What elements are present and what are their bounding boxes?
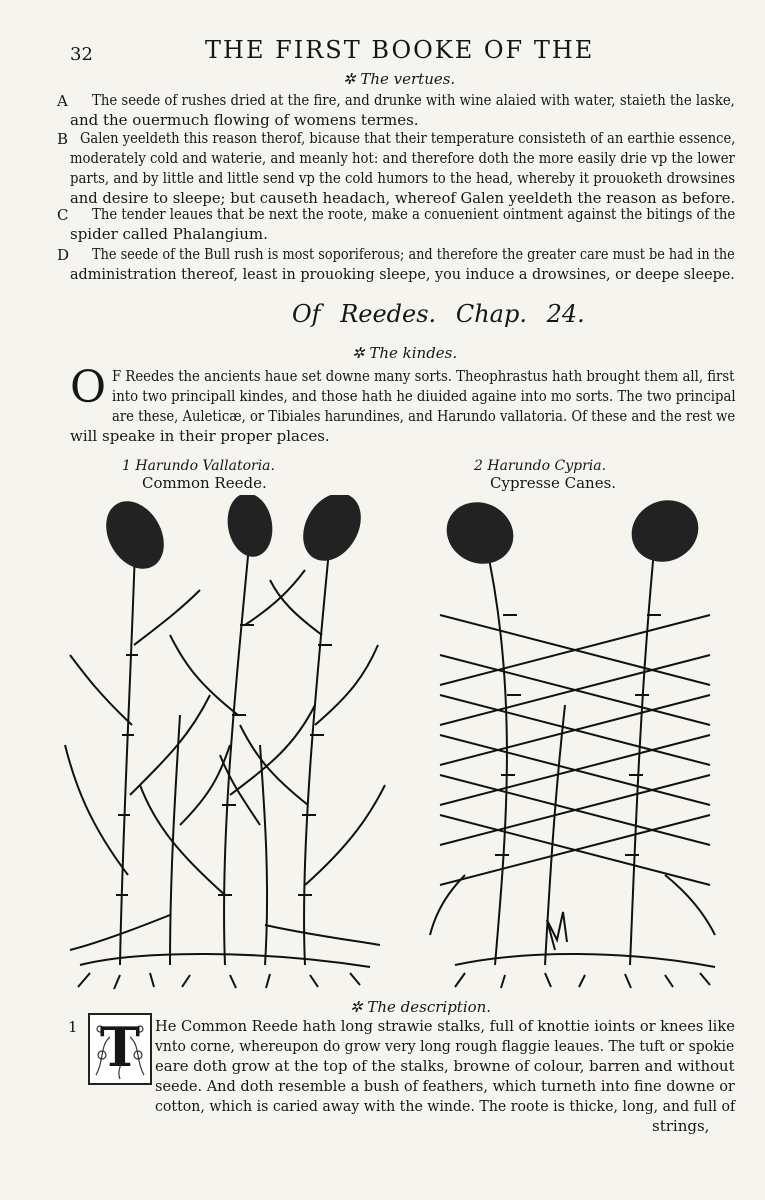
figure-1-english: Common Reede. bbox=[142, 474, 267, 492]
vertues-heading: ✲ The vertues. bbox=[343, 70, 456, 88]
chapter-title: Of Reedes. bbox=[292, 300, 437, 328]
margin-letter-d: D bbox=[57, 246, 70, 264]
initial-letter: T bbox=[99, 1015, 141, 1079]
description-line-1: He Common Reede hath long strawie stalks, full of knottie ioints or knees like bbox=[155, 1017, 735, 1035]
vertue-d-line-2: administration thereof, least in prouoking sleepe, you induce a drowsines, or deepe sleepe. bbox=[70, 265, 735, 283]
figure-1-latin: 1 Harundo Vallatoria. bbox=[122, 458, 275, 474]
vertue-a-line-2: and the ouermuch flowing of womens termes. bbox=[70, 111, 419, 129]
vertue-d-line-1: The seede of the Bull rush is most soporiferous; and therefore the greater care must be had in the bbox=[92, 245, 735, 263]
margin-letter-a: A bbox=[57, 92, 68, 110]
kindes-heading: ✲ The kindes. bbox=[352, 344, 458, 362]
description-line-4: seede. And doth resemble a bush of feathers, which turneth into fine downe or bbox=[155, 1077, 735, 1095]
page-number: 32 bbox=[70, 44, 93, 65]
drop-initial-o: O bbox=[70, 362, 107, 413]
description-line-6: strings, bbox=[652, 1117, 710, 1135]
description-line-5: cotton, which is caried away with the winde. The roote is thicke, long, and full of bbox=[155, 1097, 736, 1115]
description-margin-number: 1 bbox=[68, 1018, 78, 1036]
vertue-b-line-3: parts, and by little and little send vp the cold humors to the head, whereby it prouoketh drowsines bbox=[70, 169, 736, 187]
vertue-b-line-4: and desire to sleepe; but causeth headach, whereof Galen yeeldeth the reason as before. bbox=[70, 189, 736, 207]
description-heading: ✲ The description. bbox=[350, 998, 492, 1016]
kindes-line-1: F Reedes the ancients haue set downe many sorts. Theophrastus hath brought them all, first bbox=[112, 367, 735, 385]
chapter-heading bbox=[292, 300, 585, 328]
vertue-b-line-2: moderately cold and waterie, and meanly hot: and therefore doth the more easily drie vp the lower bbox=[70, 149, 735, 167]
vertue-a-line-1: The seede of rushes dried at the fire, and drunke with wine alaied with water, staieth the laske, bbox=[92, 91, 735, 109]
description-line-3: eare doth grow at the top of the stalks, browne of colour, barren and without bbox=[155, 1057, 735, 1075]
description-line-2: vnto corne, whereupon do grow very long rough flaggie leaues. The tuft or spokie bbox=[155, 1037, 735, 1055]
figure-2-english: Cypresse Canes. bbox=[490, 474, 617, 492]
kindes-line-2: into two principall kindes, and those hath he diuided againe into mo sorts. The two principal bbox=[112, 387, 736, 405]
vertue-c-line-1: The tender leaues that be next the roote, make a conuenient ointment against the bitings of the bbox=[92, 205, 736, 223]
margin-letter-b: B bbox=[57, 130, 69, 148]
vertue-b-line-1: Galen yeeldeth this reason therof, bicause that their temperature consisteth of an earthie essence, bbox=[80, 129, 736, 147]
margin-letter-c: C bbox=[57, 206, 69, 224]
vertue-c-line-2: spider called Phalangium. bbox=[70, 225, 268, 243]
common-reede-woodcut bbox=[60, 495, 390, 990]
decorated-initial-t bbox=[88, 1013, 152, 1085]
chapter-number: Chap. 24. bbox=[455, 300, 585, 328]
figure-2-latin: 2 Harundo Cypria. bbox=[474, 458, 607, 474]
cypresse-canes-woodcut bbox=[425, 495, 725, 990]
running-title: THE FIRST BOOKE OF THE bbox=[205, 36, 595, 64]
kindes-line-3: are these, Auleticæ, or Tibiales harundines, and Harundo vallatoria. Of these and the rest we bbox=[112, 407, 736, 425]
kindes-line-4: will speake in their proper places. bbox=[70, 427, 330, 445]
